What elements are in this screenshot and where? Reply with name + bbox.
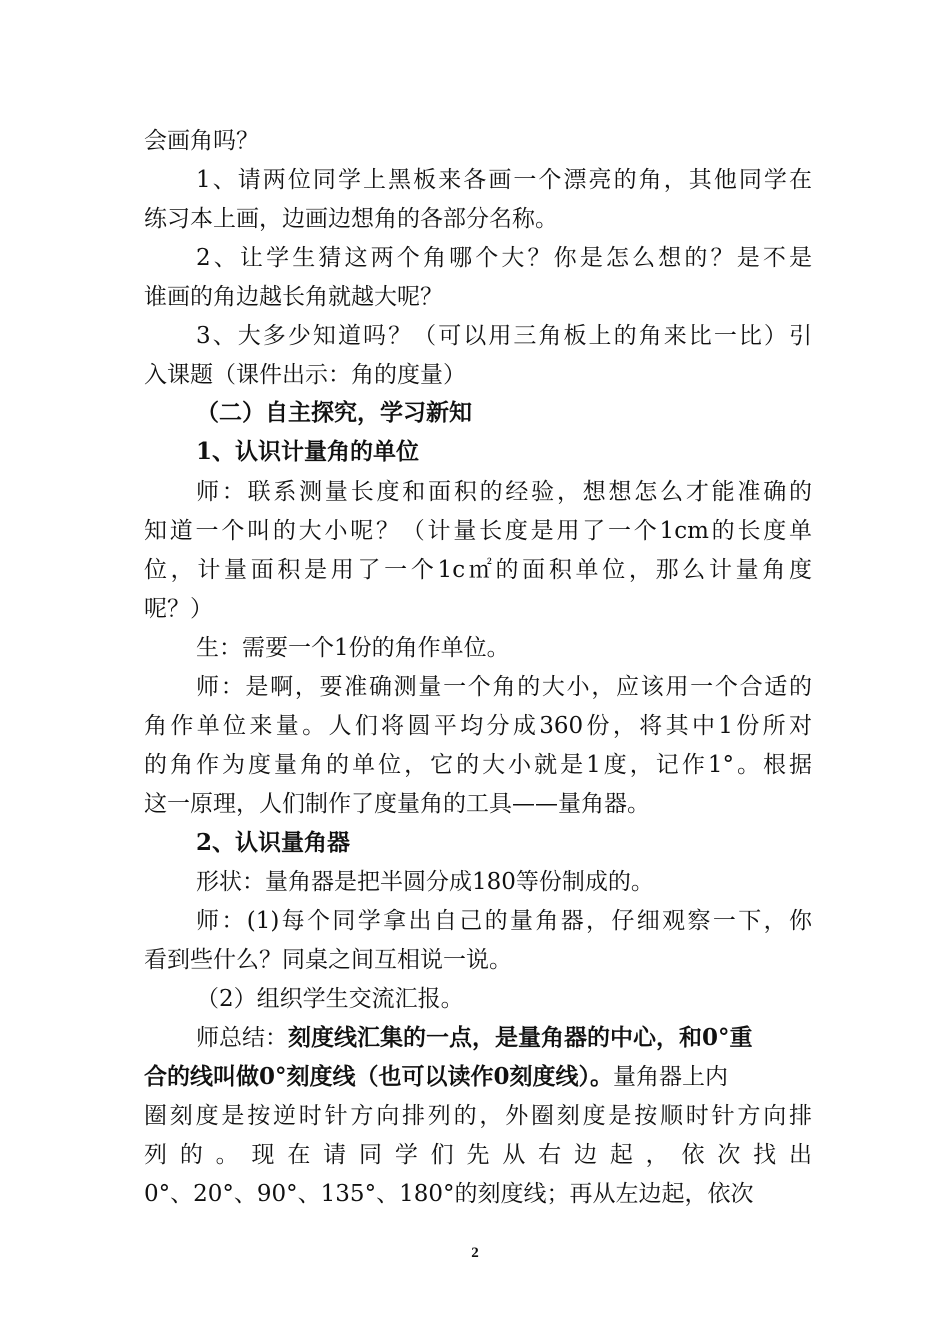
text-line: 的角作为度量角的单位，它的大小就是1度，记作1°。根据 bbox=[144, 752, 812, 778]
text-line: 角作单位来量。人们将圆平均分成360份，将其中1份所对 bbox=[144, 713, 812, 739]
text-line: 看到些什么？同桌之间互相说一说。 bbox=[144, 947, 512, 973]
text-line: 师：(1)每个同学拿出自己的量角器，仔细观察一下，你 bbox=[196, 908, 812, 934]
bold-text: 合的线叫做0°刻度线（也可以读作0刻度线）。 bbox=[144, 1063, 614, 1090]
text-line: 知道一个叫的大小呢？（计量长度是用了一个1cm的长度单 bbox=[144, 518, 812, 544]
text-line: 列的。现在请同学们先从右边起，依次找出 bbox=[144, 1142, 812, 1168]
text-line: 形状：量角器是把半圆分成180等份制成的。 bbox=[196, 869, 654, 895]
text-span: 量角器上内 bbox=[613, 1064, 729, 1090]
text-line: 3、大多少知道吗？（可以用三角板上的角来比一比）引 bbox=[196, 323, 812, 349]
text-line: （2）组织学生交流汇报。 bbox=[196, 986, 464, 1012]
text-line: 师：是啊，要准确测量一个角的大小，应该用一个合适的 bbox=[196, 674, 812, 700]
subsection-heading: 1、认识计量角的单位 bbox=[196, 438, 420, 465]
bold-text: 刻度线汇集的一点，是量角器的中心，和0°重 bbox=[288, 1024, 753, 1051]
text-line: 0°、20°、90°、135°、180°的刻度线；再从左边起，依次 bbox=[144, 1181, 754, 1207]
text-line: 2、让学生猜这两个角哪个大？你是怎么想的？是不是 bbox=[196, 245, 812, 271]
text-line: 入课题（课件出示：角的度量） bbox=[144, 362, 466, 388]
text-line: 呢？） bbox=[144, 596, 213, 622]
text-line: 圈刻度是按逆时针方向排列的，外圈刻度是按顺时针方向排 bbox=[144, 1103, 812, 1129]
text-line: 这一原理，人们制作了度量角的工具——量角器。 bbox=[144, 791, 650, 817]
section-heading: （二）自主探究，学习新知 bbox=[196, 399, 472, 426]
text-line: 师：联系测量长度和面积的经验，想想怎么才能准确的 bbox=[196, 479, 812, 505]
text-line: 练习本上画，边画边想角的各部分名称。 bbox=[144, 206, 558, 232]
text-line: 会画角吗？ bbox=[144, 128, 259, 154]
text-line: 1、请两位同学上黑板来各画一个漂亮的角，其他同学在 bbox=[196, 167, 812, 193]
text-line bbox=[144, 1057, 812, 1097]
text-line bbox=[196, 1018, 812, 1058]
document-page bbox=[144, 0, 812, 1344]
subsection-heading: 2、认识量角器 bbox=[196, 829, 351, 856]
summary-label: 师总结： bbox=[196, 1025, 288, 1051]
text-line: 生：需要一个1份的角作单位。 bbox=[196, 635, 510, 661]
page-number: 2 bbox=[471, 1245, 479, 1261]
text-line: 位，计量面积是用了一个1c㎡的面积单位，那么计量角度 bbox=[144, 557, 812, 583]
text-line: 谁画的角边越长角就越大呢？ bbox=[144, 284, 443, 310]
